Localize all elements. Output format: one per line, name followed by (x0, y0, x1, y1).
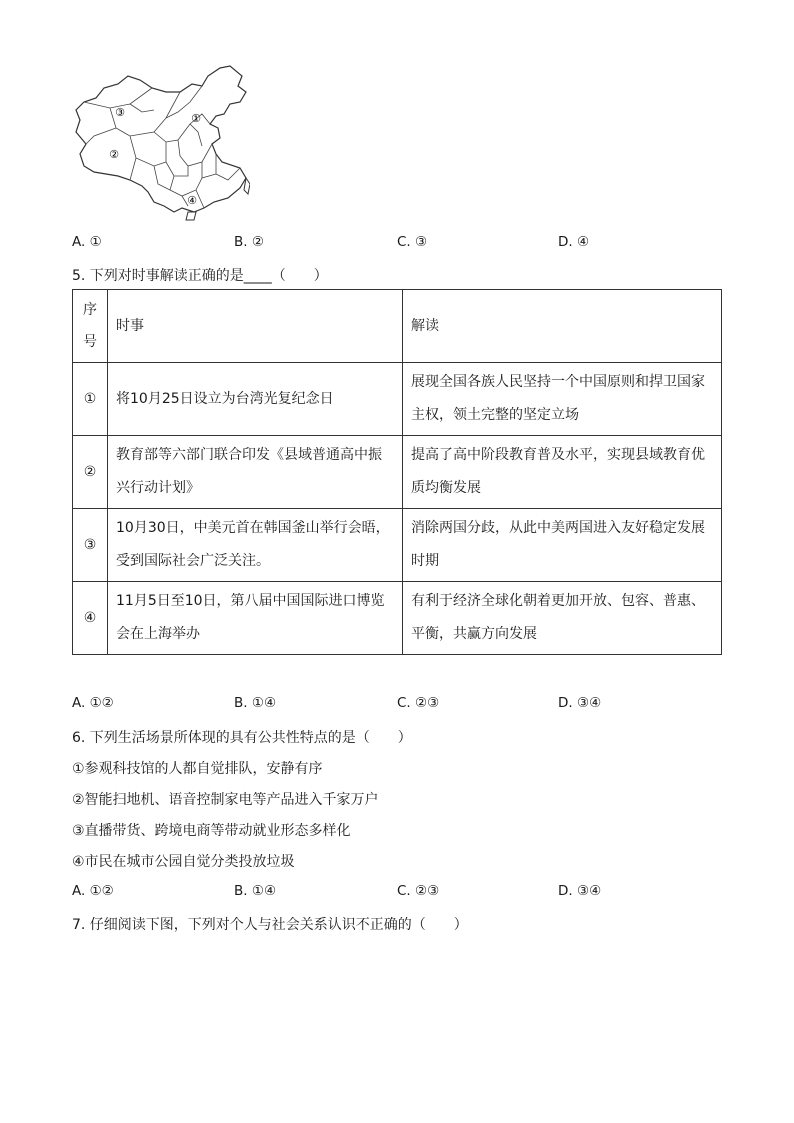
q5-stem: 5. 下列对时事解读正确的是____（ ） (72, 268, 328, 284)
row-interpretation: 有利于经济全球化朝着更加开放、包容、普惠、平衡，共赢方向发展 (403, 582, 722, 655)
q6-item-4: ④市民在城市公园自觉分类投放垃圾 (72, 854, 295, 870)
q4-option-a[interactable]: A. ① (72, 234, 102, 250)
table-row (73, 436, 722, 509)
map-label-4: ④ (187, 194, 197, 207)
q6-option-d[interactable]: D. ③④ (558, 883, 602, 899)
header-number: 序 号 (73, 290, 108, 363)
map-label-3: ③ (115, 106, 125, 119)
q4-option-c[interactable]: C. ③ (397, 234, 428, 250)
row-event: 10月30日，中美元首在韩国釜山举行会晤，受到国际社会广泛关注。 (108, 509, 403, 582)
row-interpretation: 提高了高中阶段教育普及水平，实现县域教育优质均衡发展 (403, 436, 722, 509)
q7-stem: 7. 仔细阅读下图，下列对个人与社会关系认识不正确的（ ） (72, 917, 468, 933)
row-number: ② (73, 436, 108, 509)
table-row (73, 509, 722, 582)
map-label-2: ② (109, 148, 119, 161)
row-number: ① (73, 363, 108, 436)
china-map (70, 62, 250, 222)
row-number: ④ (73, 582, 108, 655)
q6-item-2: ②智能扫地机、语音控制家电等产品进入千家万户 (72, 792, 379, 808)
header-interpretation: 解读 (403, 290, 722, 363)
q6-options (72, 883, 732, 905)
row-event: 11月5日至10日，第八届中国国际进口博览会在上海举办 (108, 582, 403, 655)
table-header-row (73, 290, 722, 363)
row-event: 教育部等六部门联合印发《县域普通高中振兴行动计划》 (108, 436, 403, 509)
table-row (73, 363, 722, 436)
table-row (73, 582, 722, 655)
q5-option-b[interactable]: B. ①④ (234, 695, 277, 711)
row-number: ③ (73, 509, 108, 582)
q6-option-c[interactable]: C. ②③ (397, 883, 440, 899)
q6-option-a[interactable]: A. ①② (72, 883, 114, 899)
map-label-1: ① (191, 112, 201, 125)
q6-item-1: ①参观科技馆的人都自觉排队，安静有序 (72, 761, 323, 777)
q4-options (72, 234, 732, 256)
q5-option-d[interactable]: D. ③④ (558, 695, 602, 711)
header-event: 时事 (108, 290, 403, 363)
row-interpretation: 展现全国各族人民坚持一个中国原则和捍卫国家主权，领土完整的坚定立场 (403, 363, 722, 436)
q6-item-3: ③直播带货、跨境电商等带动就业形态多样化 (72, 823, 351, 839)
q5-events-table (72, 289, 722, 655)
row-event: 将10月25日设立为台湾光复纪念日 (108, 363, 403, 436)
q6-stem: 6. 下列生活场景所体现的具有公共性特点的是（ ） (72, 730, 412, 746)
row-interpretation: 消除两国分歧，从此中美两国进入友好稳定发展时期 (403, 509, 722, 582)
q6-option-b[interactable]: B. ①④ (234, 883, 277, 899)
q4-option-b[interactable]: B. ② (234, 234, 264, 250)
q5-option-a[interactable]: A. ①② (72, 695, 114, 711)
q5-option-c[interactable]: C. ②③ (397, 695, 440, 711)
q4-option-d[interactable]: D. ④ (558, 234, 590, 250)
map-outline (76, 66, 246, 212)
map-hainan (186, 212, 196, 220)
q5-options (72, 695, 732, 717)
